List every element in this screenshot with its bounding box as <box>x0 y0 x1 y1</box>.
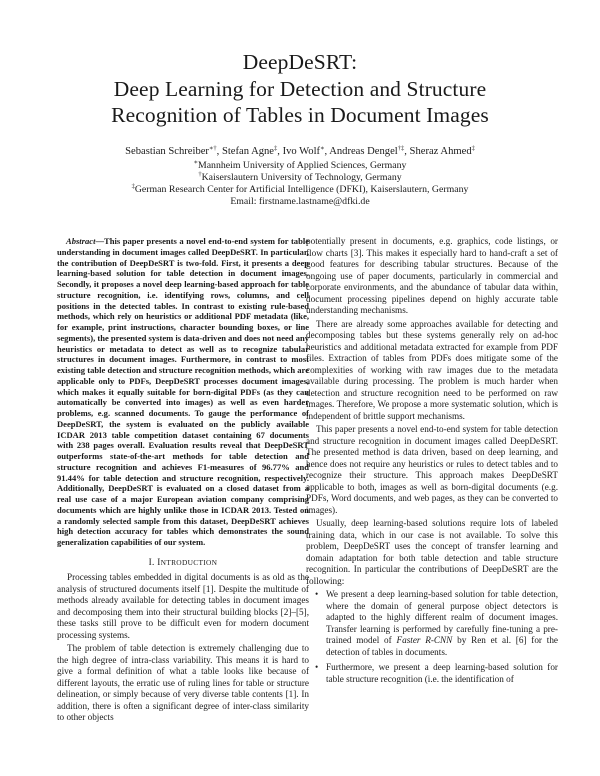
abstract <box>57 236 309 548</box>
affiliation <box>0 172 600 184</box>
paper-title-line-1: DeepDeSRT: <box>242 50 358 74</box>
body-paragraph: There are already some approaches available for detecting and decomposing tables but these systems generally rely on ad-hoc heuristics and additional metadata extracted for example from PDF files. Extraction of tables from PDFs does mitigate some of the complexities of working with raw images due to the metadata available during processing. The problem is much harder when detection and structure recognition need to be performed on raw images. Therefore, We propose a more systematic solution, which is independent of brittle support mechanisms. <box>306 318 558 421</box>
list-item <box>306 589 558 658</box>
paper-title-line-3: Recognition of Tables in Document Images <box>111 103 489 127</box>
author-marks: †‡ <box>397 145 405 152</box>
section-title-rest: NTRODUCTION <box>160 557 218 567</box>
left-column <box>57 236 309 726</box>
list-item-emphasis: Faster R-CNN <box>396 635 453 645</box>
list-item-text: Furthermore, we present a deep learning-based solution for table structure recognition (i.e. the identification of <box>326 662 558 684</box>
author-name: Stefan Agne <box>221 146 275 157</box>
paper-title-line-2: Deep Learning for Detection and Structure <box>113 77 487 101</box>
body-paragraph: potentially present in documents, e.g. graphics, code listings, or flow charts [3]. This makes it especially hard to hand-craft a set of good features for describing tabular structures. Because of the ongoing use of paper documents, particularly in commercial and corporate environments, and the abundance of tabular data within, document processing pipelines depend on highly accurate table understanding mechanisms. <box>306 236 558 315</box>
abstract-text: —This paper presents a novel end-to-end system for table understanding in document images called DeepDeSRT. In particular, the contribution of DeepDeSRT is two-fold. First, it presents a deep learning-based solution for table detection in document images. Secondly, it proposes a novel deep learning-based approach for table structure recognition, i.e. identifying rows, columns, and cell positions in the detected tables. In contrast to existing rule-based methods, which rely on heuristics or additional PDF metadata (like, for example, print instructions, character bounding boxes, or line segments), the presented system is data-driven and does not need any heuristics or metadata to detect as well as to recognize tabular structures in document images. Furthermore, in contrast to most existing table detection and structure recognition methods, which are applicable only to PDFs, DeepDeSRT processes document images, which makes it equally suitable for born-digital PDFs (as they can automatically be converted into images) as well as even harder problems, e.g. scanned documents. To gauge the performance of DeepDeSRT, the system is evaluated on the publicly available ICDAR 2013 table competition dataset containing 67 documents with 238 pages overall. Evaluation results reveal that DeepDeSRT outperforms state-of-the-art methods for table detection and structure recognition and achieves F1-measures of 96.77% and 91.44% for table detection and structure recognition, respectively. Additionally, DeepDeSRT is evaluated on a closed dataset from a real use case of a major European aviation company comprising documents which are highly unlike those in ICDAR 2013. Tested on a randomly selected sample from this dataset, DeepDeSRT achieves high detection accuracy for tables which demonstrates the sound generalization capabilities of our system. <box>57 236 309 547</box>
intro-paragraph: Processing tables embedded in digital documents is as old as the analysis of structured documents itself [1]. Despite the multitude of methods already available for detecting tables in document images and decomposing them into their structural building blocks [2]–[5], these tasks still prove to be difficult even for modern document processing systems. <box>57 572 309 640</box>
affiliation <box>0 184 600 196</box>
body-paragraph: This paper presents a novel end-to-end system for table detection and structure recognition in document images called DeepDeSRT. The presented method is data driven, based on deep learning, and hence does not require any heuristics or rules to detect tables and to recognize their structure. This approach makes DeepDeSRT applicable to both, images as well as born-digital documents (e.g. PDFs, Word documents, and web pages, as they can be converted to images). <box>306 424 558 515</box>
affiliation-text: Kaiserslautern University of Technology, Germany <box>201 172 402 183</box>
author-name: Sheraz Ahmed <box>409 146 472 157</box>
author-marks: ‡ <box>471 145 475 152</box>
section-initial: I <box>157 556 161 567</box>
affiliation-mark: † <box>198 171 202 178</box>
author-name: Ivo Wolf <box>282 146 321 157</box>
author-name: Andreas Dengel <box>329 146 398 157</box>
author-list: Sebastian Schreiber∗†, Stefan Agne‡, Ivo Wolf∗, Andreas Dengel†‡, Sheraz Ahmed‡ <box>125 145 475 157</box>
contribution-list <box>306 589 558 685</box>
section-heading-introduction <box>57 557 309 569</box>
bullet-icon: • <box>315 662 319 672</box>
body-paragraph: Usually, deep learning-based solutions require lots of labeled training data, which in our case is not available. To solve this problem, DeepDeSRT uses the concept of transfer learning and domain adaptation for both table detection and table structure recognition. In particular the contributions of DeepDeSRT are the following: <box>306 518 558 586</box>
affiliation-mark: ∗ <box>193 159 198 166</box>
list-item <box>306 662 558 685</box>
right-column <box>306 236 558 689</box>
affiliation <box>0 160 600 172</box>
affiliation-text: German Research Center for Artificial Intelligence (DFKI), Kaiserslautern, Germany <box>134 184 469 195</box>
abstract-label: Abstract <box>66 236 96 246</box>
intro-paragraph: The problem of table detection is extremely challenging due to the high degree of intra-class variability. This means it is hard to give a formal definition of what a table looks like because of different layouts, the erratic use of ruling lines for table or structure delineation, or simply because of very diverse table contents [1]. In addition, there is often a significant degree of inter-class similarity to other objects <box>57 643 309 723</box>
affiliation-mark: ‡ <box>131 183 135 190</box>
author-email: Email: firstname.lastname@dfki.de <box>230 196 370 207</box>
list-item-text: by Ren et al. [6] for the detection of tables in documents. <box>326 635 558 657</box>
list-item-text: We present a deep learning-based solution for table detection, where the domain of general purpose object detectors is adapted to the highly different realm of document images. Transfer learning is performed by carefully fine-tuning a pre-trained model of <box>326 589 558 645</box>
affiliation-text: Mannheim University of Applied Sciences, Germany <box>198 160 407 171</box>
author-marks: ∗† <box>208 145 217 152</box>
author-marks: ‡ <box>274 145 278 152</box>
author-marks: ∗ <box>320 145 325 152</box>
author-name: Sebastian Schreiber <box>125 146 209 157</box>
section-numeral: I. <box>148 556 155 567</box>
bullet-icon: • <box>315 589 319 599</box>
